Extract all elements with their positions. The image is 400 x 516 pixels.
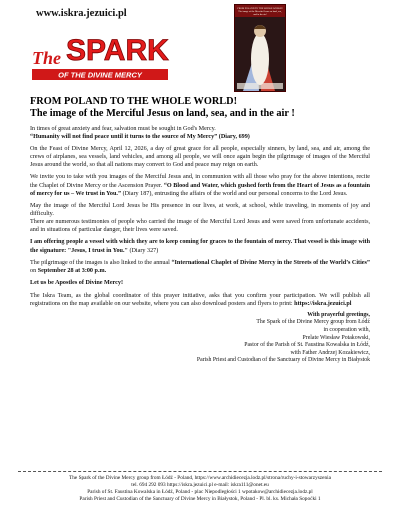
feast-paragraph: On the Feast of Divine Mercy, April 12, 2026, a day of great grace for all people, especially sinners, by land, sea, and air, among the crews of airplanes, sea vessels, land vehicles, and among all people, we will once again begin the pilgrimage of images of the Merciful Jesus around the world, so that all nations may convert to God and peace may reign on earth.: [30, 145, 370, 169]
footer-line: Parish Priest and Custodian of the Sanctuary of Divine Mercy in Białystok, Poland - Pl. bl. ks. Michała Sopoćki 1: [79, 496, 321, 502]
title-line-2: The image of the Merciful Jesus on land, sea, and in the air !: [30, 108, 295, 120]
pilgrimage-text: The pilgrimage of the images is also linked to the annual: [30, 259, 172, 266]
invite-text: We invite you to take with you images of the Merciful Jesus and, in communion with all those who pray for the above intentions, recite the Chaplet of Divine Mercy or the Ascension Prayer.: [30, 174, 370, 189]
footer-line: Parish of St. Faustina Kowalska in Łódź, Poland - plac Niepodległości 1 wpotakow@archidiecezja.lodz.pl: [87, 489, 313, 495]
website-link[interactable]: https://iskra.jezuici.pl: [294, 300, 352, 307]
poster-thumbnail: [234, 4, 286, 92]
invite-tail: (Diary 187), entrusting the affairs of the world and our personal concerns to the Lord Jesus.: [121, 190, 348, 197]
apostles-line: Let us be Apostles of Divine Mercy!: [30, 280, 124, 287]
vessel-citation: (Diary 327): [127, 247, 159, 254]
pilgrimage-date: September 28 at 3:00 p.m.: [37, 267, 107, 274]
presence-paragraph: May the image of the Merciful Lord Jesus be His presence in our lives, at work, at school, while traveling, in moments of joy and difficulty.: [30, 202, 370, 217]
invite-paragraph: [30, 173, 370, 197]
signature-line: with Father Andrzej Kozakiewicz,: [290, 349, 370, 356]
footer-line: tel. 694 292 093 https://iskra.jezuici.pl e-mail: iskra111@onet.eu: [131, 482, 269, 488]
intro-line: In times of great anxiety and fear, salvation must be sought in God's Mercy.: [30, 125, 216, 132]
signature-greeting: With prayerful greetings,: [307, 311, 370, 318]
poster-caption: FROM POLAND TO THE WHOLE WORLD! The image of the Merciful Jesus on land, sea, and in the air!: [237, 7, 283, 16]
team-text: The Iskra Team, as the global coordinator of this prayer initiative, asks that you confirm your participation. We will publish all registrations on the map available on our website, where you can also download posters and flyers to print:: [30, 292, 370, 307]
footer: [18, 471, 382, 503]
testimonies-paragraph: There are numerous testimonies of people who carried the image of the Merciful Lord Jesus and were saved from unfortunate accidents, and in situations of particular danger, their lives were saved.: [30, 219, 370, 234]
team-paragraph: [30, 292, 370, 308]
footer-line: The Spark of the Divine Mercy group from Łódź - Poland, https://www.archidiecezja.lodz.pl/strona/ruchy-i-stowarzyszenia: [69, 475, 331, 481]
signature-line: Pastor of the Parish of St. Faustina Kowalska in Łódź,: [244, 342, 370, 349]
intro-quote: “Humanity will not find peace until it turns to the source of My Mercy”: [30, 133, 218, 140]
intro-citation: (Diary, 699): [218, 133, 250, 140]
title: [30, 96, 370, 120]
intro-paragraph: [30, 125, 370, 141]
header: [0, 0, 400, 92]
logo-spark: SPARK: [66, 34, 169, 67]
pilgrimage-on: on: [30, 267, 38, 274]
pilgrimage-event: “International Chaplet of Divine Mercy in the Streets of the World’s Cities”: [171, 259, 370, 266]
vessel-paragraph: [30, 238, 370, 254]
site-url[interactable]: www.iskra.jezuici.pl: [36, 8, 127, 19]
letter-body: [30, 96, 370, 365]
title-line-1: FROM POLAND TO THE WHOLE WORLD!: [30, 96, 238, 107]
signature-line: in cooperation with,: [323, 327, 370, 334]
signature-block: [30, 312, 370, 365]
jesus-image: [235, 17, 285, 91]
logo-tagline: OF THE DIVINE MERCY: [58, 70, 142, 80]
signature-line: Prelate Wiesław Potakowski,: [302, 334, 370, 341]
pilgrimage-paragraph: [30, 259, 370, 275]
invite-prayer: “O Blood and Water, which gushed forth from the Heart of Jesus as a fountain of mercy for us – We trust in You.”: [30, 182, 370, 197]
signature-line: The Spark of the Divine Mercy group from Łódź: [256, 319, 370, 326]
logo-the: The: [32, 48, 61, 68]
vessel-quote: I am offering people a vessel with which they are to keep coming for graces to the fountain of mercy. That vessel is this image with the signature: "Jesus, I trust in You.": [30, 239, 370, 254]
signature-line: Parish Priest and Custodian of the Sanctuary of Divine Mercy in Białystok: [196, 357, 370, 364]
spark-logo: [26, 20, 176, 90]
